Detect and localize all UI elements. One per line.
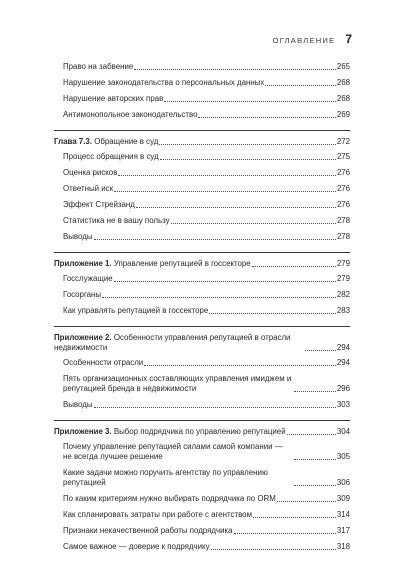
toc-chapter-entry[interactable] xyxy=(54,427,350,437)
toc-group xyxy=(54,420,350,552)
toc-chapter-entry[interactable] xyxy=(54,333,350,353)
toc-entry[interactable] xyxy=(54,400,350,410)
entry-title: Антимонопольное законодательство xyxy=(63,110,198,119)
toc-group xyxy=(54,252,350,316)
chapter-page-number: 304 xyxy=(336,427,350,436)
chapter-name: Выбор подрядчика по управлению репутацией xyxy=(113,427,286,436)
toc-entry[interactable] xyxy=(54,274,350,284)
entry-title: Как управлять репутацией в госсекторе xyxy=(63,306,209,315)
dot-leader xyxy=(114,281,336,282)
entry-title: Признаки некачественной работы подрядчика xyxy=(63,526,233,535)
toc-chapter-entry[interactable] xyxy=(54,259,350,269)
toc-entry[interactable] xyxy=(54,62,350,72)
entry-page-number: 268 xyxy=(336,78,350,87)
dot-leader xyxy=(136,207,336,208)
toc-entry[interactable] xyxy=(54,442,350,462)
dot-leader xyxy=(253,517,336,518)
entry-page-number: 318 xyxy=(336,542,350,551)
entry-title: Как спланировать затраты при работе с агентством xyxy=(63,510,253,519)
dot-leader xyxy=(198,117,335,118)
dot-leader xyxy=(159,144,335,145)
chapter-name: Обращение в суд xyxy=(94,137,159,146)
entry-title: Госорганы xyxy=(63,290,102,299)
dot-leader xyxy=(164,101,336,102)
chapter-label: Приложение 2. xyxy=(54,333,112,342)
chapter-name: Особенности управления репутацией в отрасли недвижимости xyxy=(54,333,291,352)
running-header xyxy=(273,32,352,46)
chapter-page-number: 272 xyxy=(336,137,350,146)
dot-leader xyxy=(94,239,336,240)
toc-entry[interactable] xyxy=(54,232,350,242)
chapter-label: Приложение 1. xyxy=(54,259,112,268)
toc-entry[interactable] xyxy=(54,306,350,316)
dot-leader xyxy=(144,365,336,366)
section-divider xyxy=(54,420,350,421)
entry-page-number: 269 xyxy=(336,110,350,119)
dot-leader xyxy=(118,175,335,176)
entry-page-number: 305 xyxy=(336,452,350,461)
entry-title: Особенности отрасли xyxy=(63,358,144,367)
dot-leader xyxy=(160,159,336,160)
toc-entry[interactable] xyxy=(54,290,350,300)
entry-title: Пять организационных составляющих управления имиджем и репутацией бренда в недвижимости xyxy=(63,374,292,393)
section-title: ОГЛАВЛЕНИЕ xyxy=(272,36,336,45)
entry-title: Процесс обращения в суд xyxy=(63,152,159,161)
entry-title: Эффект Стрейзанд xyxy=(63,200,135,209)
toc-entry[interactable] xyxy=(54,94,350,104)
chapter-title xyxy=(54,137,158,147)
chapter-label: Приложение 3. xyxy=(54,427,112,436)
table-of-contents xyxy=(54,62,350,562)
dot-leader xyxy=(287,434,336,435)
toc-chapter-entry[interactable] xyxy=(54,137,350,147)
chapter-title xyxy=(54,259,251,269)
dot-leader xyxy=(134,69,336,70)
dot-leader xyxy=(294,459,336,460)
entry-page-number: 276 xyxy=(336,168,350,177)
dot-leader xyxy=(114,191,336,192)
entry-title: Выводы xyxy=(63,232,93,241)
entry-page-number: 275 xyxy=(336,152,350,161)
toc-entry[interactable] xyxy=(54,200,350,210)
entry-page-number: 278 xyxy=(336,232,350,241)
entry-title: Нарушение авторских прав xyxy=(63,94,164,103)
toc-entry[interactable] xyxy=(54,168,350,178)
dot-leader xyxy=(209,313,336,314)
entry-page-number: 283 xyxy=(336,306,350,315)
dot-leader xyxy=(265,85,335,86)
toc-entry[interactable] xyxy=(54,468,350,488)
entry-title: Какие задачи можно поручить агентству по управлению репутацией xyxy=(63,468,268,487)
entry-title: Ответный иск xyxy=(63,184,114,193)
dot-leader xyxy=(94,407,336,408)
entry-title: Выводы xyxy=(63,400,93,409)
entry-page-number: 317 xyxy=(336,526,350,535)
toc-entry[interactable] xyxy=(54,184,350,194)
toc-entry[interactable] xyxy=(54,494,350,504)
entry-title: Почему управление репутацией силами самой компании — не всегда лучшее решение xyxy=(63,442,283,461)
entry-page-number: 276 xyxy=(336,200,350,209)
section-divider xyxy=(54,252,350,253)
dot-leader xyxy=(234,533,336,534)
toc-entry[interactable] xyxy=(54,510,350,520)
entry-page-number: 294 xyxy=(336,358,350,367)
chapter-title xyxy=(54,427,286,437)
toc-entry[interactable] xyxy=(54,78,350,88)
dot-leader xyxy=(305,350,336,351)
dot-leader xyxy=(294,391,336,392)
entry-title: Нарушение законодательства о персональных данных xyxy=(63,78,265,87)
entry-title: Статистика не в вашу пользу xyxy=(63,216,170,225)
section-divider xyxy=(54,130,350,131)
entry-title: По каким критериям нужно выбирать подрядчика по ORM xyxy=(63,494,276,503)
toc-group xyxy=(54,130,350,242)
toc-entry[interactable] xyxy=(54,542,350,552)
toc-entry[interactable] xyxy=(54,216,350,226)
entry-title: Госслужащие xyxy=(63,274,113,283)
toc-group xyxy=(54,326,350,410)
entry-title: Оценка рисков xyxy=(63,168,118,177)
entry-page-number: 303 xyxy=(336,400,350,409)
entry-page-number: 309 xyxy=(336,494,350,503)
chapter-title xyxy=(54,333,304,353)
toc-group xyxy=(54,62,350,120)
entry-title: Право на забвение xyxy=(63,62,134,71)
dot-leader xyxy=(171,223,336,224)
toc-entry[interactable] xyxy=(54,110,350,120)
entry-page-number: 306 xyxy=(336,478,350,487)
chapter-label: Глава 7.3. xyxy=(54,137,92,146)
toc-entry[interactable] xyxy=(54,152,350,162)
page-number: 7 xyxy=(345,32,352,46)
toc-entry[interactable] xyxy=(54,526,350,536)
dot-leader xyxy=(102,297,336,298)
chapter-page-number: 294 xyxy=(336,343,350,352)
dot-leader xyxy=(211,549,336,550)
section-divider xyxy=(54,326,350,327)
toc-entry[interactable] xyxy=(54,358,350,368)
entry-page-number: 268 xyxy=(336,94,350,103)
dot-leader xyxy=(277,501,336,502)
chapter-page-number: 279 xyxy=(336,259,350,268)
entry-page-number: 296 xyxy=(336,384,350,393)
entry-page-number: 314 xyxy=(336,510,350,519)
entry-page-number: 278 xyxy=(336,216,350,225)
entry-page-number: 276 xyxy=(336,184,350,193)
entry-page-number: 265 xyxy=(336,62,350,71)
entry-page-number: 279 xyxy=(336,274,350,283)
entry-page-number: 282 xyxy=(336,290,350,299)
chapter-name: Управление репутацией в госсекторе xyxy=(113,259,251,268)
entry-title: Самое важное — доверие к подрядчику xyxy=(63,542,210,551)
dot-leader xyxy=(294,485,336,486)
toc-entry[interactable] xyxy=(54,374,350,394)
dot-leader xyxy=(252,266,336,267)
